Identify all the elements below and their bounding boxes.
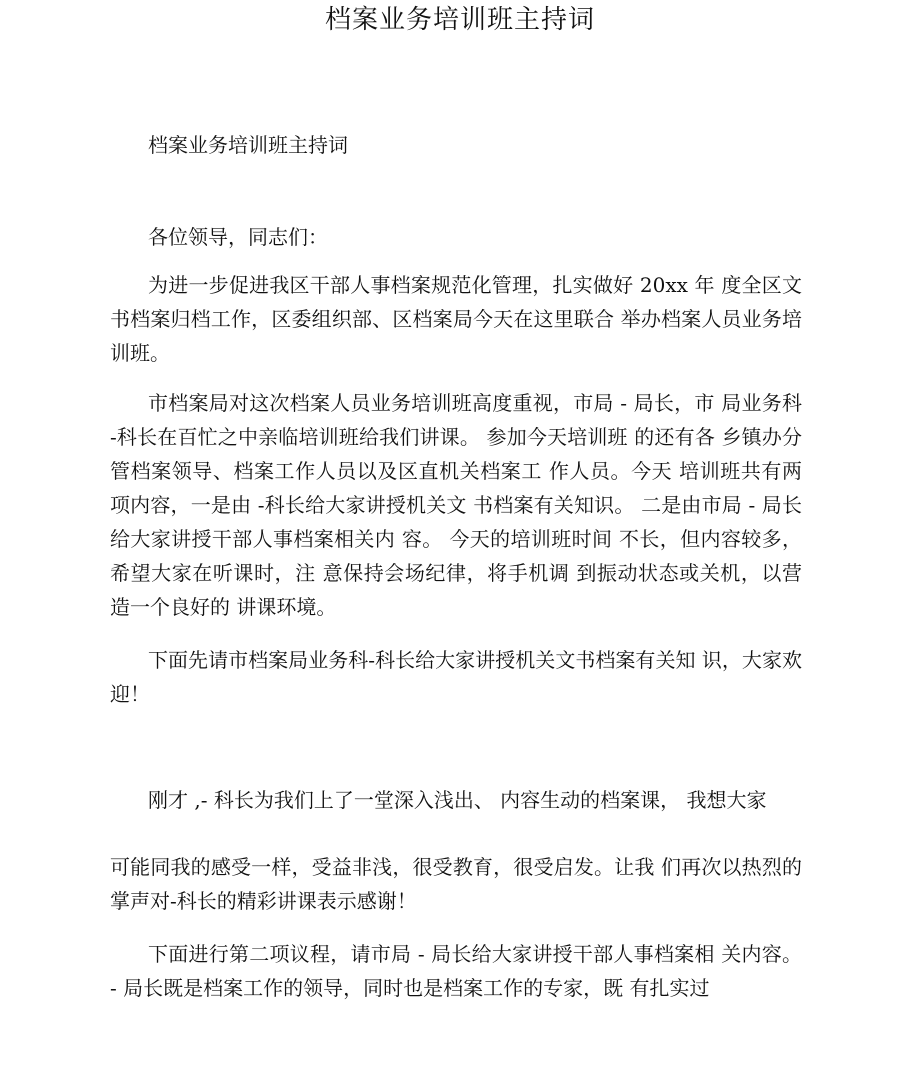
greeting: 各位领导，同志们： xyxy=(148,225,328,249)
paragraph-4-continuation: 可能同我的感受一样，受益非浅，很受教育，很受启发。让我 们再次以热烈的掌声对-科长的精彩讲课表示感谢！ xyxy=(110,855,802,913)
document-subtitle: 档案业务培训班主持词 xyxy=(148,133,348,157)
paragraph-5: 下面进行第二项议程，请市局 - 局长给大家讲授干部人事档案相 关内容。 - 局长既是档案工作的领导，同时也是档案工作的专家，既 有扎实过 xyxy=(110,942,802,1000)
paragraph-4-lead: 刚才 ,- 科长为我们上了一堂深入浅出、 内容生动的档案课， 我想大家 xyxy=(148,788,767,812)
paragraph-2: 市档案局对这次档案人员业务培训班高度重视，市局 - 局长，市 局业务科 -科长在百忙之中亲临培训班给我们讲课。 参加今天培训班 的还有各 乡镇办分管档案领导、档案工作人员以及区直机关档案工 作人员。今天 培训班共有两项内容，一是由 -科长给大家讲授机关文 书档案有关知识。 二是由市局 - 局长给大家讲授干部人事档案相关内 容。 今天的培训班时间 不长，但内容较多，希望大家在听课时，注 意保持会场纪律，将手机调 到振动状态或关机，以营造一个良好的 讲课环境。 xyxy=(110,391,802,619)
paragraph-1: 为进一步促进我区干部人事档案规范化管理，扎实做好 20xx 年 度全区文书档案归档工作，区委组织部、区档案局今天在这里联合 举办档案人员业务培训班。 xyxy=(110,273,802,365)
document-title: 档案业务培训班主持词 xyxy=(324,5,595,35)
paragraph-3: 下面先请市档案局业务科-科长给大家讲授机关文书档案有关知 识，大家欢迎！ xyxy=(110,648,802,706)
